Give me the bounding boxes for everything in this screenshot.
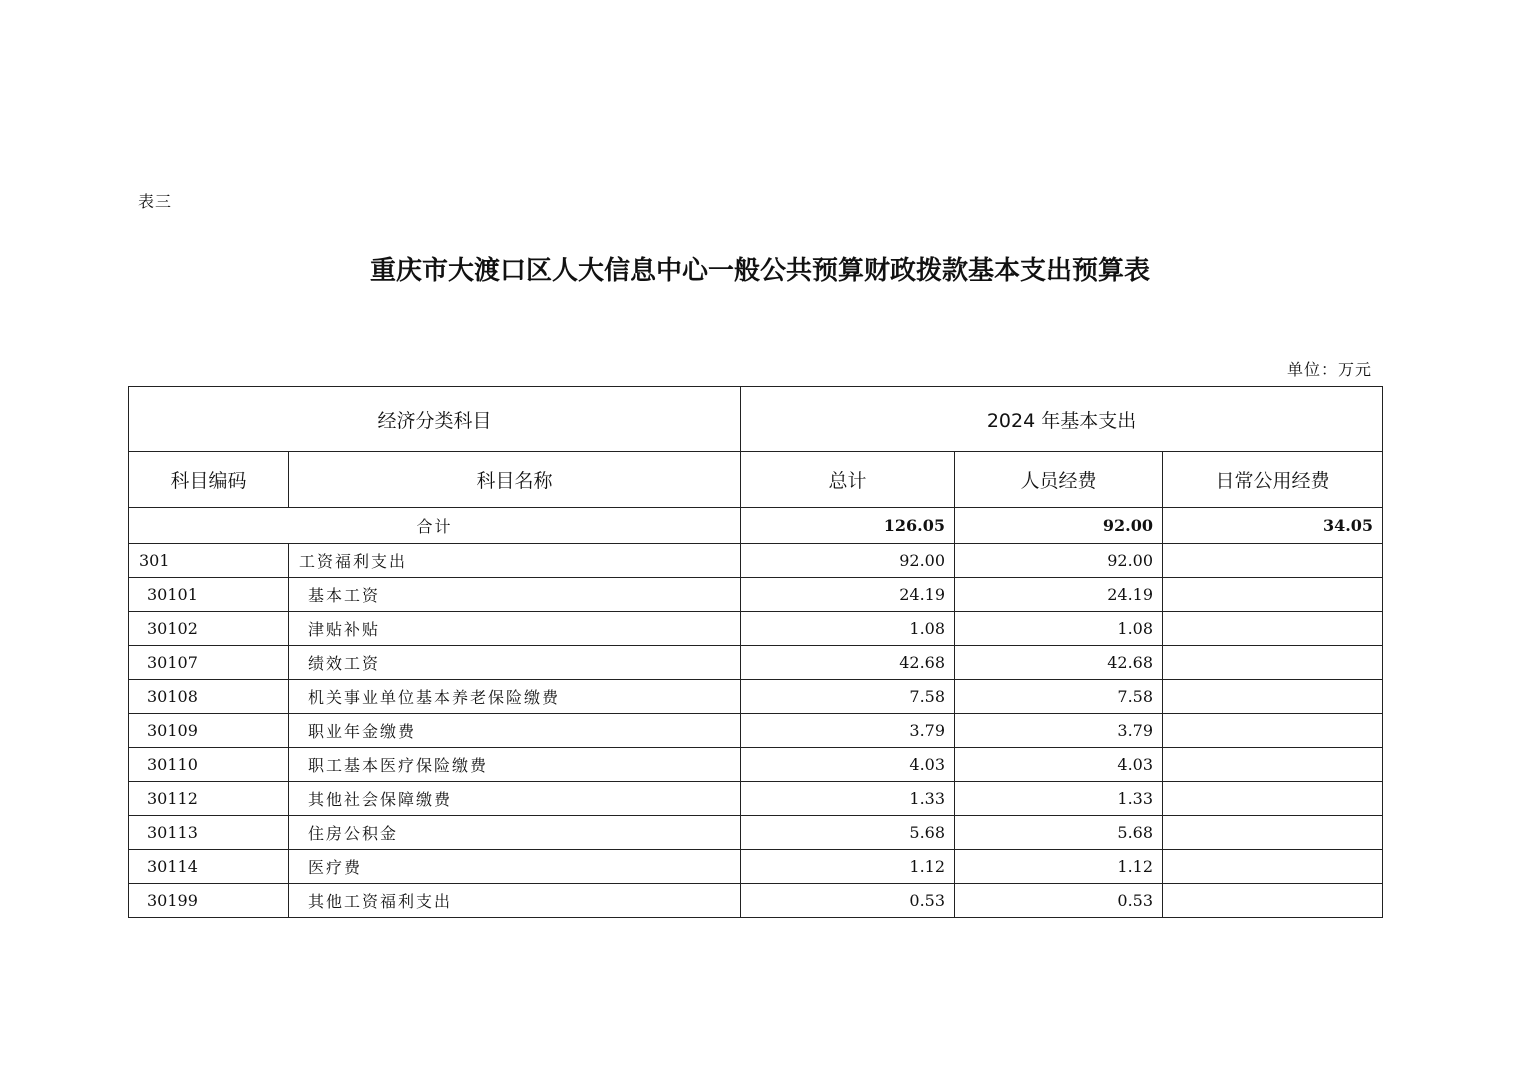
- row-total: 1.08: [741, 612, 955, 646]
- row-personnel: 5.68: [955, 816, 1163, 850]
- row-name: 住房公积金: [289, 816, 741, 850]
- row-total: 7.58: [741, 680, 955, 714]
- table-row: [129, 544, 1383, 578]
- row-code: 301: [129, 544, 289, 578]
- row-personnel: 92.00: [955, 544, 1163, 578]
- row-personnel: 1.33: [955, 782, 1163, 816]
- row-code: 30114: [129, 850, 289, 884]
- row-public: [1163, 748, 1383, 782]
- budget-table: [128, 386, 1383, 918]
- total-row: [129, 508, 1383, 544]
- table-row: [129, 578, 1383, 612]
- row-public: [1163, 612, 1383, 646]
- table-row: [129, 850, 1383, 884]
- row-public: [1163, 646, 1383, 680]
- row-code: 30112: [129, 782, 289, 816]
- row-code: 30113: [129, 816, 289, 850]
- table-row: [129, 816, 1383, 850]
- row-personnel: 1.08: [955, 612, 1163, 646]
- row-personnel: 4.03: [955, 748, 1163, 782]
- row-public: [1163, 578, 1383, 612]
- row-total: 1.12: [741, 850, 955, 884]
- page-title: 重庆市大渡口区人大信息中心一般公共预算财政拨款基本支出预算表: [369, 256, 1150, 286]
- row-code: 30109: [129, 714, 289, 748]
- row-name: 绩效工资: [289, 646, 741, 680]
- row-name: 工资福利支出: [289, 544, 741, 578]
- total-personnel: 92.00: [955, 508, 1163, 544]
- row-personnel: 1.12: [955, 850, 1163, 884]
- table-row: [129, 714, 1383, 748]
- header-public-expense: 日常公用经费: [1163, 452, 1383, 508]
- row-public: [1163, 782, 1383, 816]
- row-personnel: 24.19: [955, 578, 1163, 612]
- table-row: [129, 782, 1383, 816]
- row-total: 5.68: [741, 816, 955, 850]
- row-code: 30110: [129, 748, 289, 782]
- table-row: [129, 646, 1383, 680]
- header-column-row: [129, 452, 1383, 508]
- table-label: 表三: [138, 192, 173, 211]
- row-name: 医疗费: [289, 850, 741, 884]
- row-code: 30108: [129, 680, 289, 714]
- row-total: 3.79: [741, 714, 955, 748]
- header-basic-expenditure-2024: 2024 年基本支出: [741, 387, 1383, 452]
- row-public: [1163, 680, 1383, 714]
- row-code: 30107: [129, 646, 289, 680]
- total-public: 34.05: [1163, 508, 1383, 544]
- header-total: 总计: [741, 452, 955, 508]
- table-row: [129, 612, 1383, 646]
- row-total: 4.03: [741, 748, 955, 782]
- row-code: 30102: [129, 612, 289, 646]
- row-name: 津贴补贴: [289, 612, 741, 646]
- header-econ-classification: 经济分类科目: [129, 387, 741, 452]
- row-public: [1163, 816, 1383, 850]
- row-public: [1163, 714, 1383, 748]
- row-name: 职业年金缴费: [289, 714, 741, 748]
- header-group-row: [129, 387, 1383, 452]
- row-public: [1163, 544, 1383, 578]
- row-personnel: 3.79: [955, 714, 1163, 748]
- row-name: 职工基本医疗保险缴费: [289, 748, 741, 782]
- row-personnel: 0.53: [955, 884, 1163, 918]
- row-name: 其他社会保障缴费: [289, 782, 741, 816]
- row-code: 30101: [129, 578, 289, 612]
- row-public: [1163, 884, 1383, 918]
- row-total: 0.53: [741, 884, 955, 918]
- unit-label: 单位：万元: [1286, 360, 1372, 379]
- total-total: 126.05: [741, 508, 955, 544]
- row-total: 92.00: [741, 544, 955, 578]
- header-subject-name: 科目名称: [289, 452, 741, 508]
- row-total: 42.68: [741, 646, 955, 680]
- row-code: 30199: [129, 884, 289, 918]
- row-personnel: 7.58: [955, 680, 1163, 714]
- table-row: [129, 884, 1383, 918]
- table-row: [129, 748, 1383, 782]
- header-subject-code: 科目编码: [129, 452, 289, 508]
- row-total: 24.19: [741, 578, 955, 612]
- row-name: 其他工资福利支出: [289, 884, 741, 918]
- row-personnel: 42.68: [955, 646, 1163, 680]
- row-total: 1.33: [741, 782, 955, 816]
- row-name: 机关事业单位基本养老保险缴费: [289, 680, 741, 714]
- header-personnel-expense: 人员经费: [955, 452, 1163, 508]
- total-label: 合计: [129, 508, 741, 544]
- row-name: 基本工资: [289, 578, 741, 612]
- row-public: [1163, 850, 1383, 884]
- table-row: [129, 680, 1383, 714]
